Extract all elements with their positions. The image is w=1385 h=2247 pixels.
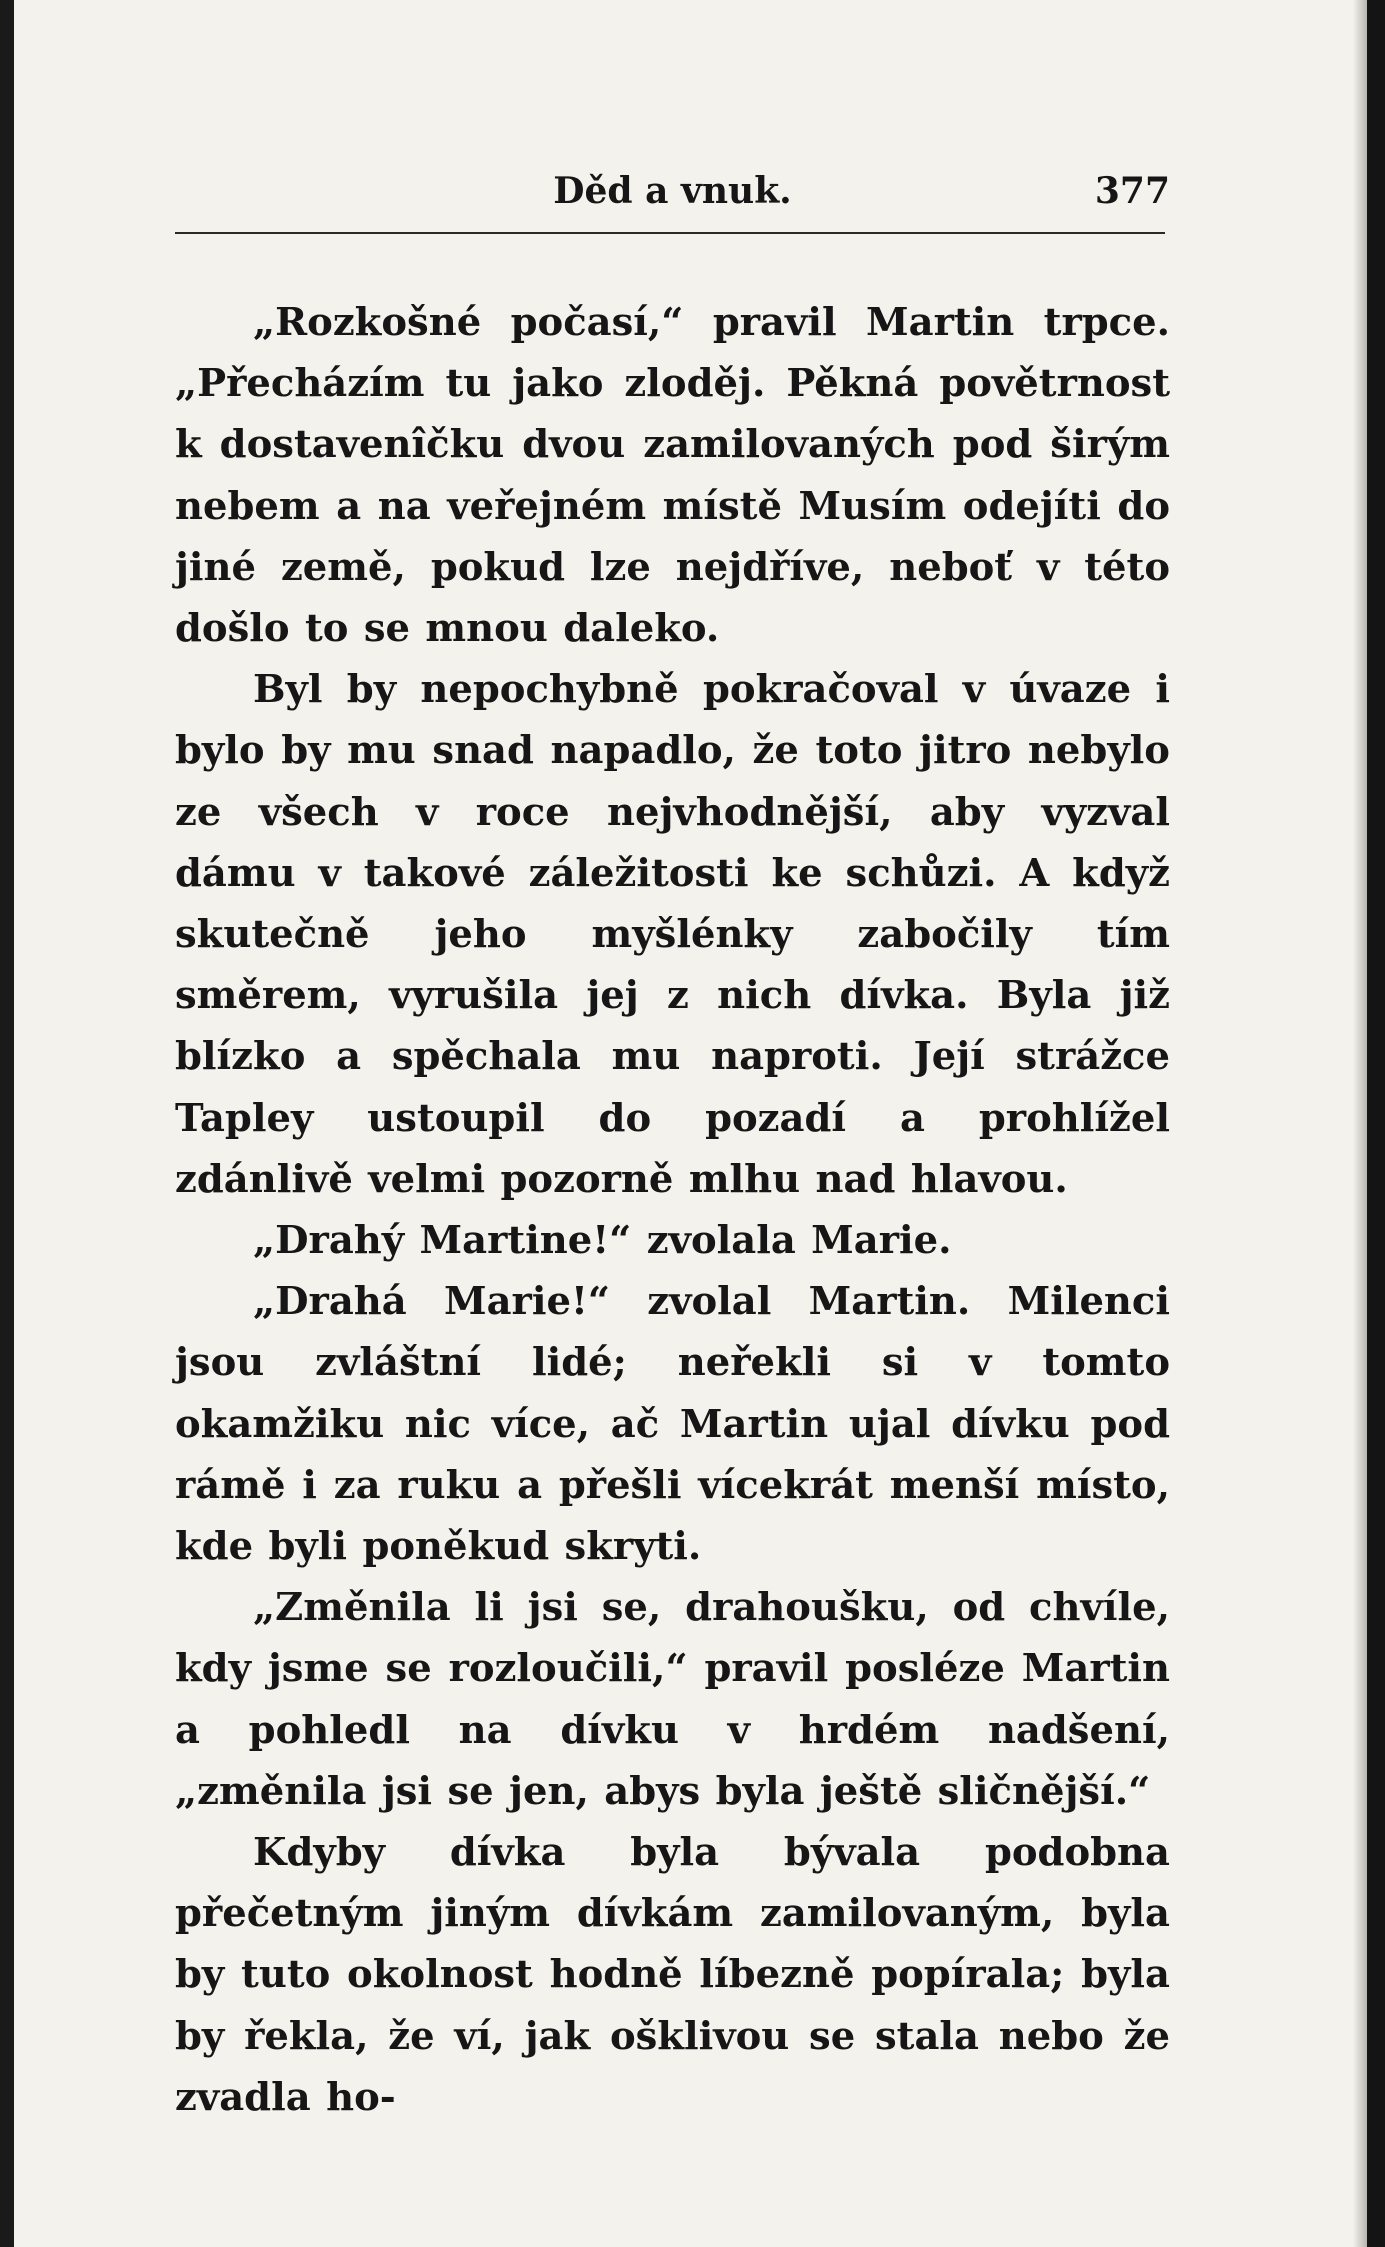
paragraph: „Drahý Martine!“ zvolala Marie. <box>253 1218 952 1264</box>
paragraph: „Rozkošné počasí,“ pravil Martin trpce. „Přecházím tu jako zloděj. Pěkná povětrnost k dostavenîčku dvou zamilovaných pod širým nebem a na veřejném místě Musím odejíti do jiné země, pokud lze nejdříve, neboť v této došlo to se mnou daleko. <box>175 300 1170 652</box>
header-rule <box>175 232 1165 234</box>
page-number: 377 <box>1094 170 1170 212</box>
paragraph: „Změnila li jsi se, drahoušku, od chvíle, kdy jsme se rozloučili,“ pravil posléze Martin a pohledl na dívku v hrdém nadšení, „změnila jsi se jen, abys byla ještě sličnější.“ <box>175 1585 1170 1814</box>
paragraph: „Drahá Marie!“ zvolal Martin. Milenci jsou zvláštní lidé; neřekli si v tomto okamžiku nic více, ač Martin ujal dívku pod rámě i za ruku a přešli vícekrát menší místo, kde byli poněkud skryti. <box>175 1279 1170 1570</box>
body-text <box>175 292 1170 2128</box>
paragraph: Byl by nepochybně pokračoval v úvaze i bylo by mu snad napadlo, že toto jitro nebylo ze všech v roce nejvhodnější, aby vyzval dámu v takové záležitosti ke schůzi. A když skutečně jeho myšlénky zabočily tím směrem, vyrušila jej z nich dívka. Byla již blízko a spěchala mu naproti. Její strážce Tapley ustoupil do pozadí a prohlížel zdánlivě velmi pozorně mlhu nad hlavou. <box>175 667 1170 1202</box>
running-title: Děd a vnuk. <box>553 170 792 212</box>
scan-edge-left <box>0 0 14 2247</box>
paragraph: Kdyby dívka byla bývala podobna přečetným jiným dívkám zamilovaným, byla by tuto okolnost hodně líbezně popírala; byla by řekla, že ví, jak ošklivou se stala nebo že zvadla ho- <box>175 1830 1170 2120</box>
scan-edge-right <box>1367 0 1385 2247</box>
running-header <box>175 170 1170 220</box>
